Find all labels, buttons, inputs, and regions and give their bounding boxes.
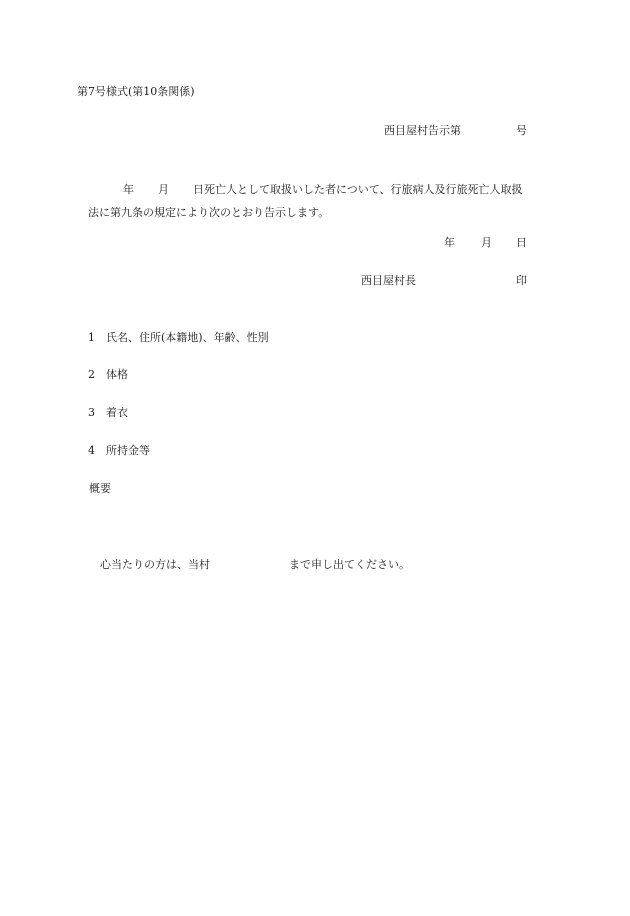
notice-body bbox=[88, 178, 538, 224]
body-year: 年 bbox=[123, 183, 134, 196]
body-line-1-text: 日死亡人として取扱いした者について、行旅病人及行旅死亡人取扱 bbox=[193, 183, 523, 196]
form-title: 第7号様式(第10条関係) bbox=[77, 85, 195, 98]
item-number: 1 bbox=[88, 331, 95, 344]
item-number: 4 bbox=[88, 444, 95, 457]
list-item bbox=[88, 444, 150, 458]
notice-number-prefix: 西目屋村告示第 bbox=[384, 124, 461, 137]
item-label: 着衣 bbox=[106, 406, 128, 419]
date-month: 月 bbox=[481, 236, 492, 249]
item-number: 3 bbox=[88, 406, 95, 419]
contact-text-part-1: 心当たりの方は、当村 bbox=[100, 558, 210, 571]
seal-mark: 印 bbox=[516, 274, 527, 287]
notice-body-line-1 bbox=[88, 178, 538, 201]
item-label: 体格 bbox=[106, 368, 128, 381]
list-item bbox=[88, 331, 269, 345]
body-month: 月 bbox=[158, 183, 169, 196]
item-number: 2 bbox=[88, 368, 95, 381]
notice-number-suffix: 号 bbox=[516, 124, 527, 137]
notice-body-line-2: 法に第九条の規定により次のとおり告示します。 bbox=[88, 206, 330, 219]
item-label: 所持金等 bbox=[106, 444, 150, 457]
list-item bbox=[88, 368, 128, 382]
issuer-title: 西目屋村長 bbox=[361, 274, 416, 287]
date-day: 日 bbox=[516, 236, 527, 249]
contact-text-part-2: まで申し出てください。 bbox=[289, 558, 410, 571]
summary-heading: 概要 bbox=[89, 482, 111, 495]
list-item bbox=[88, 406, 128, 420]
date-year: 年 bbox=[444, 236, 455, 249]
item-label: 氏名、住所(本籍地)、年齢、性別 bbox=[106, 331, 269, 344]
